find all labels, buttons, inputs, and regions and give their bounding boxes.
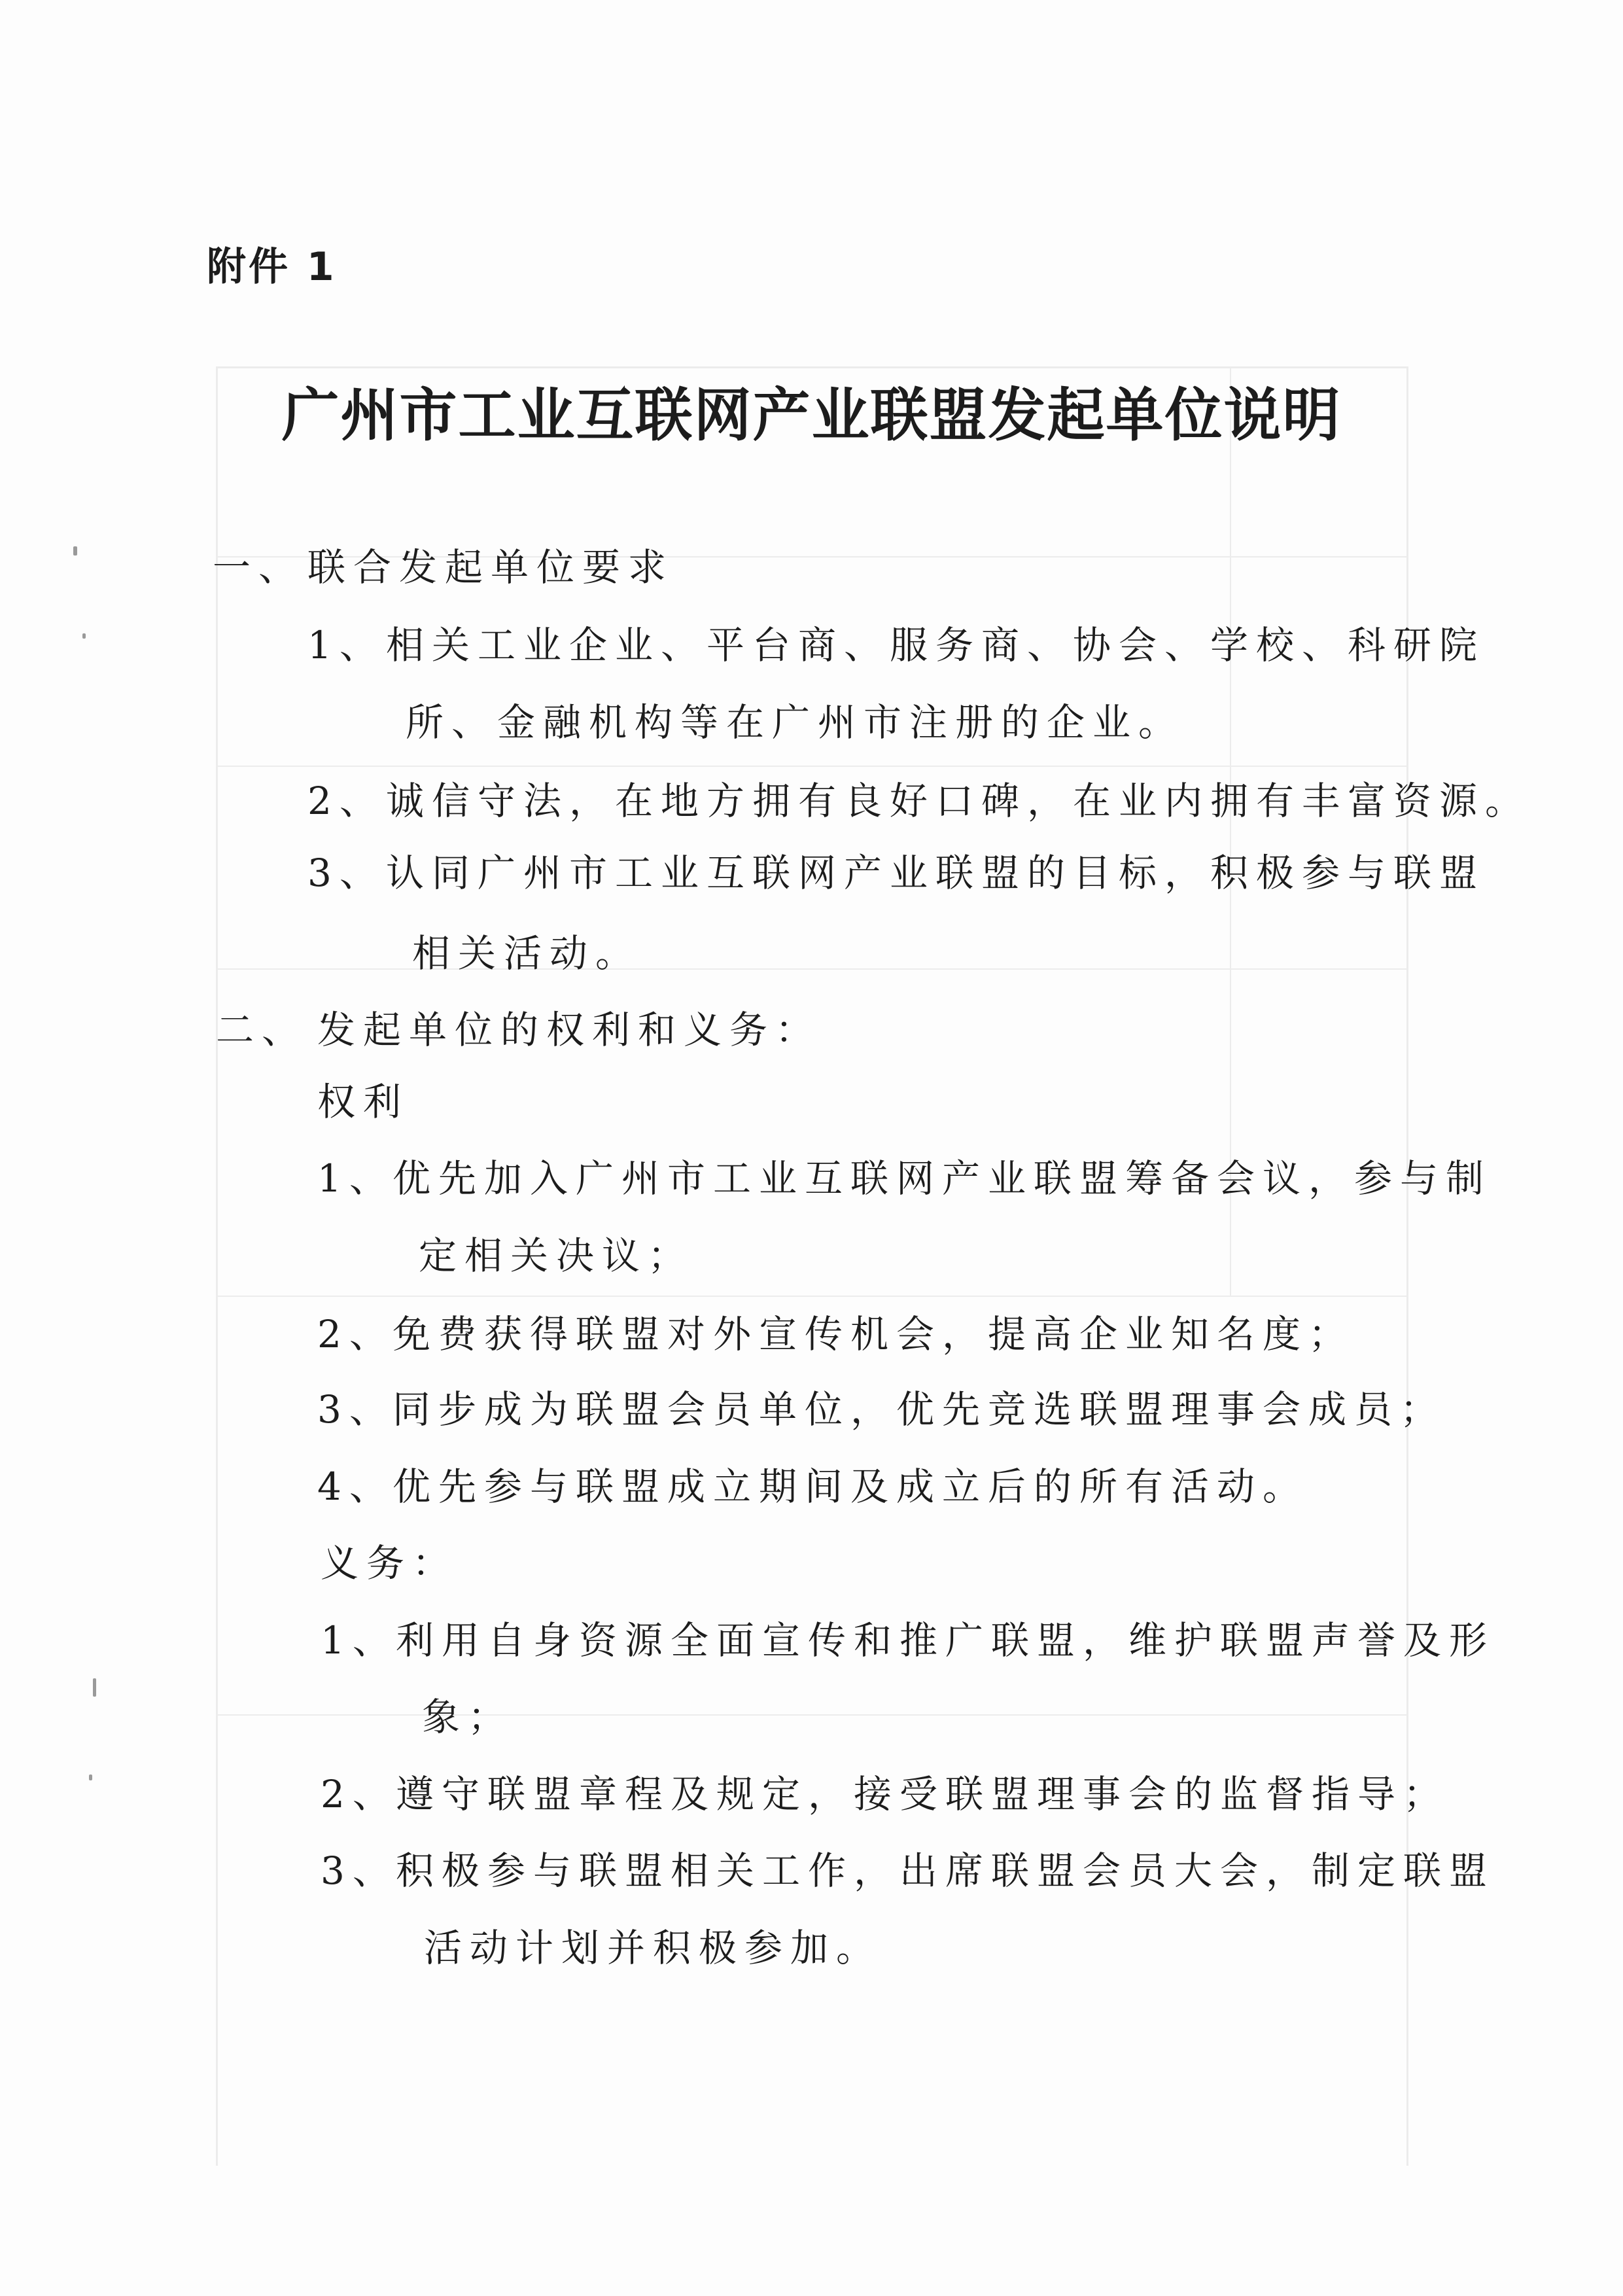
item-text: 优先参与联盟成立期间及成立后的所有活动。	[393, 1464, 1309, 1509]
item-text: 认同广州市工业互联网产业联盟的目标，积极参与联盟	[386, 851, 1486, 895]
bleed-through-line	[216, 968, 1406, 970]
item-number: 2、	[317, 1312, 395, 1356]
attachment-label: 附件 1	[207, 244, 337, 290]
item-text: 相关工业企业、平台商、服务商、协会、学校、科研院	[386, 623, 1486, 667]
item-number: 3、	[321, 1848, 398, 1893]
document-title: 广州市工业互联网产业联盟发起单位说明	[281, 381, 1342, 449]
bleed-through-line	[216, 1296, 1406, 1297]
item-number: 2、	[321, 1772, 398, 1816]
bleed-through-line	[216, 1714, 1406, 1716]
list-item	[317, 1464, 1309, 1509]
list-item	[317, 1312, 1355, 1356]
bleed-through-line	[216, 366, 1406, 368]
list-item	[321, 1848, 1495, 1893]
list-item	[307, 779, 1531, 823]
bleed-through-line	[216, 766, 1406, 767]
list-item	[321, 1618, 1495, 1663]
section1-heading	[213, 545, 674, 590]
item-text: 遵守联盟章程及规定，接受联盟理事会的监督指导；	[396, 1772, 1450, 1816]
list-item-continuation: 定相关决议；	[419, 1233, 694, 1278]
item-number: 3、	[317, 1387, 395, 1432]
item-text: 优先加入广州市工业互联网产业联盟筹备会议，参与制	[393, 1156, 1492, 1201]
item-number: 1、	[317, 1156, 395, 1201]
list-item-continuation: 活动计划并积极参加。	[424, 1926, 882, 1970]
item-number: 1、	[321, 1618, 398, 1663]
item-number: 4、	[317, 1464, 395, 1509]
list-item-continuation: 所、金融机构等在广州市注册的企业。	[406, 700, 1185, 745]
scan-speck	[89, 1775, 92, 1780]
list-item	[317, 1156, 1492, 1201]
section-number: 一、	[213, 545, 305, 590]
item-number: 1、	[307, 623, 385, 667]
duties-label: 义务：	[321, 1541, 459, 1585]
item-text: 同步成为联盟会员单位，优先竞选联盟理事会成员；	[393, 1387, 1446, 1432]
scan-speck	[93, 1678, 96, 1697]
section2-heading	[216, 1008, 822, 1052]
item-number: 3、	[307, 851, 385, 895]
item-number: 2、	[307, 779, 385, 823]
section-number: 二、	[216, 1008, 308, 1052]
list-item	[307, 851, 1486, 895]
list-item	[307, 623, 1486, 667]
item-text: 积极参与联盟相关工作，出席联盟会员大会，制定联盟	[396, 1848, 1495, 1893]
scan-speck	[73, 546, 77, 556]
scan-speck	[82, 633, 86, 639]
section-heading-text: 发起单位的权利和义务：	[317, 1008, 822, 1052]
section-heading-text: 联合发起单位要求	[307, 545, 674, 590]
bleed-through-line	[216, 366, 218, 2166]
item-text: 利用自身资源全面宣传和推广联盟，维护联盟声誉及形	[396, 1618, 1495, 1663]
list-item-continuation: 相关活动。	[412, 931, 642, 976]
rights-label: 权利	[317, 1080, 410, 1124]
list-item	[317, 1387, 1446, 1432]
list-item	[321, 1772, 1450, 1816]
list-item-continuation: 象；	[422, 1695, 514, 1739]
item-text: 诚信守法，在地方拥有良好口碑，在业内拥有丰富资源。	[386, 779, 1531, 823]
item-text: 免费获得联盟对外宣传机会，提高企业知名度；	[393, 1312, 1355, 1356]
